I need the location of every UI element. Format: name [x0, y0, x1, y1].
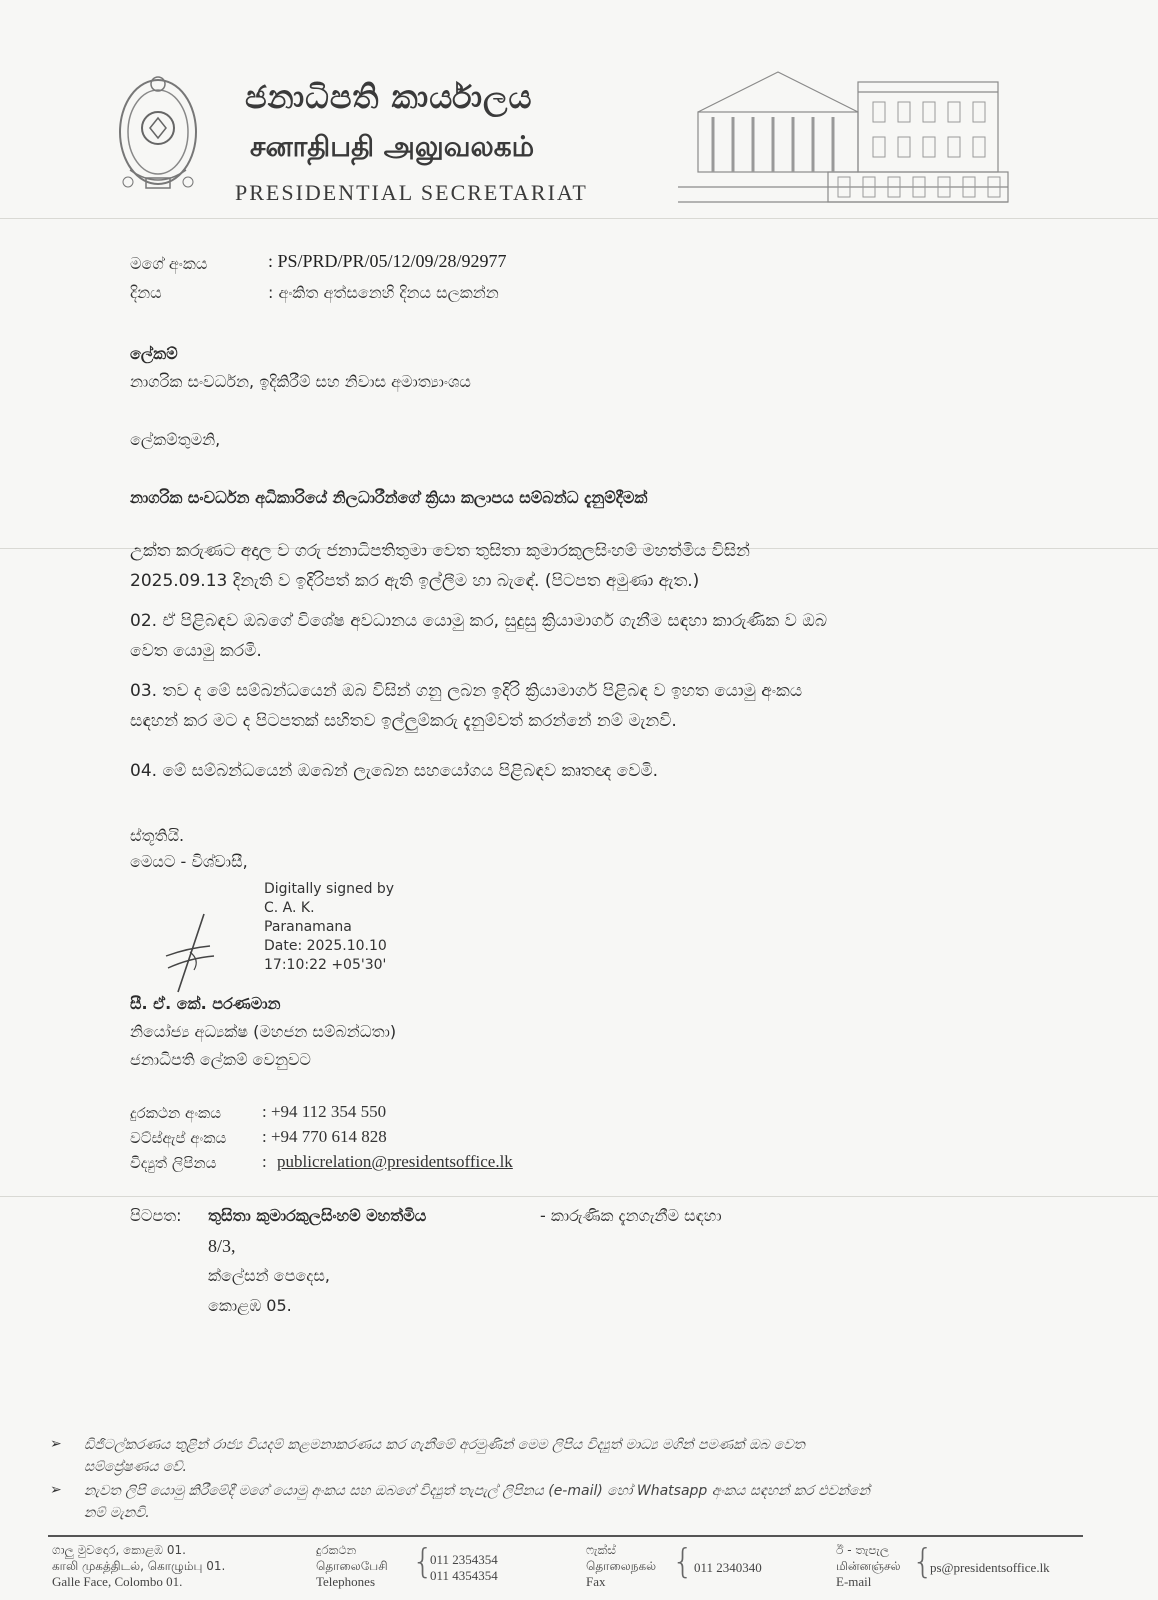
footer-fax-number: 011 2340340	[694, 1560, 762, 1575]
footer-brace: {	[412, 1542, 434, 1582]
title-tamil: சனாதிபதி அலுவலகம்	[250, 130, 535, 163]
footer-fax-labels	[586, 1542, 656, 1590]
signatory-designation: නියෝජ්‍ය අධ්‍යක්ෂ (මහජන සම්බන්ධතා)	[130, 1022, 397, 1041]
copy-purpose: - කාරුණික දැනගැනීම සඳහා	[540, 1206, 722, 1225]
footer-address-si: ගාලු මුවදොර, කොළඹ 01.	[52, 1543, 186, 1557]
addressee-ministry: නාගරික සංවර්ධන, ඉදිකිරීම් සහ නිවාස අමාත්‍යාංශය	[130, 372, 471, 391]
footer-email-address[interactable]: ps@presidentsoffice.lk	[930, 1560, 1050, 1575]
signature-line-1: Digitally signed by	[264, 881, 395, 897]
paragraph-3	[130, 676, 990, 736]
contact-phone-label: දුරකථන අංකය	[130, 1104, 222, 1122]
signature-mark-icon	[164, 912, 226, 994]
closing-faithfully: මෙයට - විශ්වාසී,	[130, 852, 248, 871]
note-1-line-2: සම්ප්‍රේෂණය වේ.	[84, 1459, 187, 1475]
paragraph-2-line-2: වෙත යොමු කරමි.	[130, 641, 262, 661]
footer-tel-2: 011 4354354	[430, 1568, 498, 1583]
paragraph-1-line-2: 2025.09.13 දිනැති ව ඉදිරිපත් කර ඇති ඉල්ලීම හා බැඳේ. (පිටපත අමුණා ඇත.)	[130, 571, 700, 591]
footer-brace: {	[912, 1542, 934, 1582]
date-label: දිනය	[130, 283, 162, 302]
addressee-title: ලේකම්	[130, 344, 178, 363]
signature-line-2: C. A. K.	[264, 900, 315, 916]
footer-email-labels	[836, 1542, 901, 1590]
footer-brace: {	[672, 1542, 694, 1582]
my-number-label: මගේ අංකය	[130, 254, 208, 273]
paragraph-4: 04. මේ සම්බන්ධයෙන් ඔබෙන් ලැබෙන සහයෝගය පිළිබඳව කෘතඥ වෙමි.	[130, 761, 659, 781]
footer-telephone-numbers	[430, 1552, 498, 1584]
signatory-on-behalf: ජනාධිපති ලේකම් වෙනුවට	[130, 1050, 311, 1069]
my-number-value: : PS/PRD/PR/05/12/09/28/92977	[268, 251, 507, 271]
paragraph-2-line-1: 02. ඒ පිළිබඳව ඔබගේ විශේෂ අවධානය යොමු කර, සුදුසු ක්‍රියාමාර්ග ගැනීම සඳහා කාරුණික ව ඔබ	[130, 611, 827, 631]
contact-email-label: විද්‍යුත් ලිපිනය	[130, 1154, 217, 1172]
note-1-line-1: ඩිජිටල්කරණය තුළින් රාජ්‍ය වියදම් කළමනාකරණය කර ගැනීමේ අරමුණින් මෙම ලිපිය විද්‍යුත් මාධ්‍ය මගින් පමණක් ඔබ වෙත	[84, 1437, 805, 1453]
title-sinhala: ජනාධිපති කාර්යාලය	[245, 78, 533, 116]
signature-line-5: 17:10:22 +05'30'	[264, 957, 387, 973]
footer-telephone-labels	[316, 1542, 388, 1590]
footer-address-ta: காலி முகத்திடல், கொழும்பு 01.	[52, 1559, 226, 1573]
parliament-building-icon	[678, 52, 1013, 212]
signature-line-4: Date: 2025.10.10	[264, 938, 387, 954]
title-english: PRESIDENTIAL SECRETARIAT	[235, 180, 588, 205]
copy-address-line-3: කොළඹ 05.	[208, 1296, 292, 1315]
paragraph-2	[130, 606, 990, 666]
copy-address-line-2: ක්ලේසන් පෙදෙස,	[208, 1266, 330, 1285]
date-value: : අංකිත අත්සනෙහි දිනය සලකන්න	[268, 283, 499, 302]
copy-address-line-1: 8/3,	[208, 1236, 236, 1256]
subject-line: නාගරික සංවර්ධන අධිකාරියේ නිලධාරීන්ගේ ක්‍රියා කලාපය සම්බන්ධ දැනුම්දීමක්	[130, 488, 648, 507]
footer-fax-en: Fax	[586, 1574, 606, 1589]
footer-fax-si: ෆැක්ස්	[586, 1543, 616, 1557]
fold-line	[0, 218, 1158, 219]
contact-whatsapp-label: වට්ස්ඇප් අංකය	[130, 1129, 227, 1147]
footer-rule	[48, 1535, 1083, 1537]
contact-phone-value: : +94 112 354 550	[262, 1102, 387, 1121]
paragraph-1-line-1: උක්ත කරුණට අදාල ව ගරු ජනාධිපතිතුමා වෙත තුසිතා කුමාරකුලසිංහම් මහත්මිය විසින්	[130, 541, 750, 561]
signatory-name: සී. ඒ. කේ. පරණමාන	[130, 994, 281, 1013]
note-2-arrow-icon: ➢	[50, 1482, 62, 1498]
footer-tel-en: Telephones	[316, 1574, 376, 1589]
salutation: ලේකම්තුමනි,	[130, 430, 221, 449]
paragraph-3-line-1: 03. තව ද මේ සම්බන්ධයෙන් ඔබ විසින් ගනු ලබන ඉදිරි ක්‍රියාමාර්ග පිළිබඳ ව ඉහත යොමු අංකය	[130, 681, 803, 701]
contact-whatsapp-value: : +94 770 614 828	[262, 1127, 387, 1146]
copy-recipient-name: තුසිතා කුමාරකුලසිංහම් මහත්මිය	[208, 1206, 427, 1225]
footer-fax-ta: தொலைநகல்	[586, 1559, 657, 1573]
footer-tel-ta: தொலைபேசி	[316, 1559, 388, 1573]
footer-email-ta: மின்னஞ்சல்	[836, 1559, 901, 1573]
note-2-line-1: නැවත ලිපි යොමු කිරීමේදී මගේ යොමු අංකය සහ ඔබගේ විද්‍යුත් තැපැල් ලිපිනය (e-mail) හෝ Whatsapp අංකය සඳහන් කර එවන්නේ	[84, 1483, 870, 1499]
footer-email-en: E-mail	[836, 1574, 872, 1589]
paragraph-3-line-2: සඳහන් කර මට ද පිටපතක් සහිතව ඉල්ලුම්කරු දැනුම්වත් කරන්නේ නම් මැනවි.	[130, 711, 677, 731]
note-1-arrow-icon: ➢	[50, 1436, 62, 1452]
footer-address	[52, 1542, 225, 1590]
fold-line	[0, 1196, 1158, 1197]
contact-email-colon: :	[262, 1152, 271, 1171]
signature-line-3: Paranamana	[264, 919, 352, 935]
note-2-line-2: නම් මැනවි.	[84, 1505, 150, 1521]
note-1	[84, 1434, 1084, 1478]
closing-thanks: ස්තූතියි.	[130, 826, 185, 845]
national-emblem-icon	[116, 70, 200, 200]
note-2	[84, 1480, 1084, 1524]
footer-tel-si: දුරකථන	[316, 1543, 357, 1557]
paragraph-1	[130, 536, 990, 596]
contact-email-link[interactable]: publicrelation@presidentsoffice.lk	[277, 1152, 513, 1171]
footer-email-si: ඊ - තැපැල	[836, 1543, 890, 1557]
copy-label: පිටපත:	[130, 1206, 182, 1225]
footer-tel-1: 011 2354354	[430, 1552, 498, 1567]
footer-address-en: Galle Face, Colombo 01.	[52, 1574, 183, 1589]
digital-signature-block	[264, 880, 394, 975]
